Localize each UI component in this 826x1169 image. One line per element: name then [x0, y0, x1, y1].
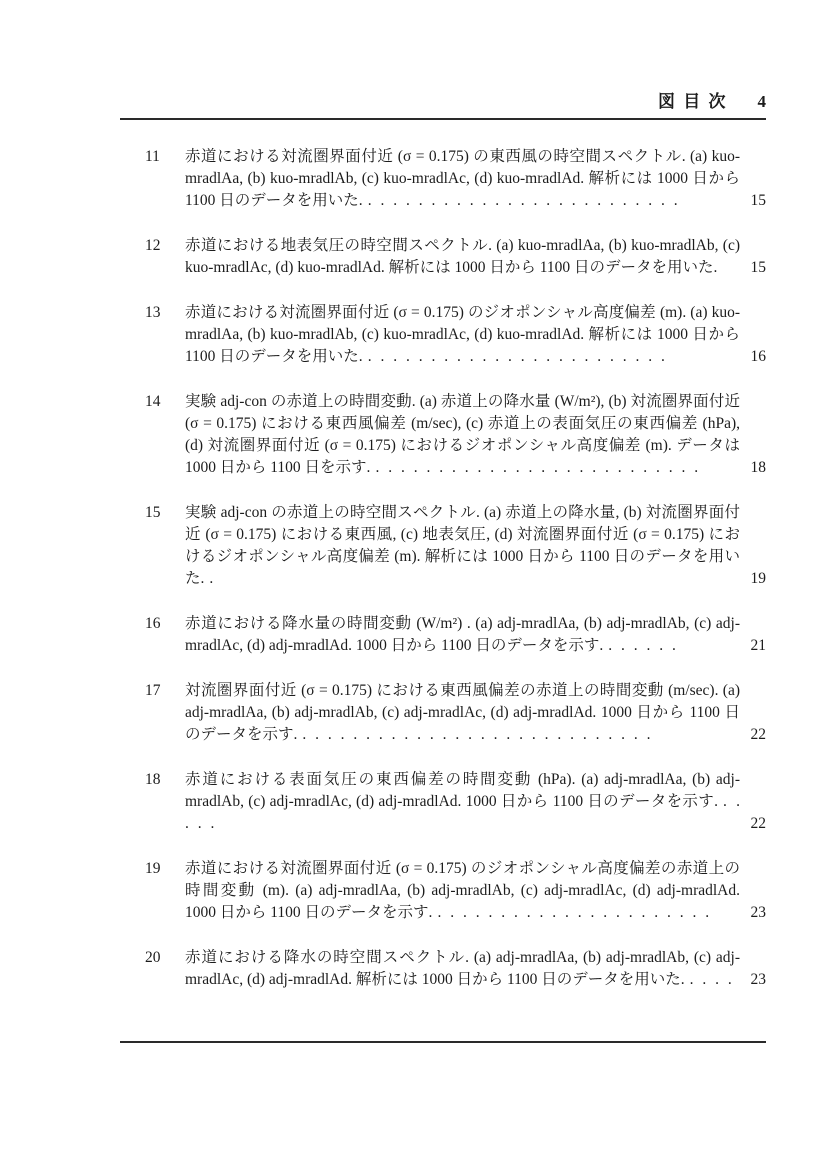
figure-caption-text: 赤道における対流圏界面付近 (σ = 0.175) のジオポンシャル高度偏差の赤道上の時間変動 (m). (a) adj-mradlAa, (b) adj-mradlAb, (c) adj-mradlAc, (d) adj-mradlAd. 1000 日から 1100 日のデータを示す.	[185, 860, 740, 921]
leader-dots: . . . .	[689, 971, 732, 988]
figure-caption-text: 実験 adj-con の赤道上の時間変動. (a) 赤道上の降水量 (W/m²), (b) 対流圏界面付近 (σ = 0.175) における東西風偏差 (m/sec), (c) 赤道上の表面気圧の東西偏差 (hPa), (d) 対流圏界面付近 (σ = 0.175) におけるジオポンシャル高度偏差 (m). データは 1000 日から 1100 日を示す.	[185, 393, 740, 476]
figure-number: 18	[145, 771, 161, 788]
page-number: 22	[750, 815, 766, 832]
figure-caption-text: 赤道における対流圏界面付近 (σ = 0.175) の東西風の時空間スペクトル. (a) kuo-mradlAa, (b) kuo-mradlAb, (c) kuo-mradlAc, (d) kuo-mradlAd. 解析には 1000 日から 1100 日のデータを用いた.	[185, 148, 740, 209]
figure-caption	[185, 146, 766, 212]
figure-entry-18	[145, 769, 766, 835]
page-number: 23	[750, 971, 766, 988]
page-number: 15	[750, 259, 766, 276]
header-rule	[120, 118, 766, 120]
page-number: 16	[750, 348, 766, 365]
figure-number: 15	[145, 504, 161, 521]
leader-dots: . . . . . . . . . . . . . . . . . . . . . . . . . .	[375, 459, 699, 476]
figure-entry-20	[145, 947, 766, 991]
page-number: 21	[750, 637, 766, 654]
figure-entry-15	[145, 502, 766, 590]
figure-caption	[185, 947, 766, 991]
leader-dots: . . . . . . . . . . . . . . . . . . . . . .	[437, 904, 710, 921]
figure-caption	[185, 391, 766, 479]
figure-number: 12	[145, 237, 161, 254]
figure-caption-text: 赤道における地表気圧の時空間スペクトル. (a) kuo-mradlAa, (b) kuo-mradlAb, (c) kuo-mradlAc, (d) kuo-mradlAd. 解析には 1000 日から 1100 日のデータを用いた.	[185, 237, 740, 276]
page-title: 図 目 次	[658, 92, 728, 111]
figure-number: 20	[145, 949, 161, 966]
running-head	[120, 92, 766, 112]
figure-number: 13	[145, 304, 161, 321]
figure-entry-13	[145, 302, 766, 368]
figure-number: 14	[145, 393, 161, 410]
page-number: 18	[750, 459, 766, 476]
figure-caption-text: 赤道における対流圏界面付近 (σ = 0.175) のジオポンシャル高度偏差 (m). (a) kuo-mradlAa, (b) kuo-mradlAb, (c) kuo-mradlAc, (d) kuo-mradlAd. 解析には 1000 日から 1100 日のデータを用いた.	[185, 304, 740, 365]
leader-dots: . . . . . .	[608, 637, 676, 654]
footer-rule	[120, 1041, 766, 1043]
page-number: 19	[750, 570, 766, 587]
figure-number: 19	[145, 860, 161, 877]
figure-entry-19	[145, 858, 766, 924]
figure-number: 11	[145, 148, 160, 165]
figure-caption	[185, 235, 766, 279]
figure-entry-16	[145, 613, 766, 657]
figure-caption	[185, 302, 766, 368]
figure-caption-text: 実験 adj-con の赤道上の時空間スペクトル. (a) 赤道上の降水量, (b) 対流圏界面付近 (σ = 0.175) における東西風, (c) 地表気圧, (d) 対流圏界面付近 (σ = 0.175) におけるジオポンシャル高度偏差 (m). 解析には 1000 日から 1100 日のデータを用いた.	[185, 504, 740, 587]
figure-list	[145, 146, 766, 1014]
figure-caption	[185, 769, 766, 835]
figure-entry-11	[145, 146, 766, 212]
figure-entry-14	[145, 391, 766, 479]
figure-caption	[185, 858, 766, 924]
page-number: 22	[750, 726, 766, 743]
leader-dots: . . . . .	[185, 793, 740, 832]
figure-number: 17	[145, 682, 161, 699]
figure-caption-text: 赤道における表面気圧の東西偏差の時間変動 (hPa). (a) adj-mradlAa, (b) adj-mradlAb, (c) adj-mradlAc, (d) adj-mradlAd. 1000 日から 1100 日のデータを示す.	[185, 771, 740, 810]
header-page-number: 4	[757, 92, 766, 111]
leader-dots: .	[209, 570, 214, 587]
figure-caption-text: 対流圏界面付近 (σ = 0.175) における東西風偏差の赤道上の時間変動 (m/sec). (a) adj-mradlAa, (b) adj-mradlAb, (c) adj-mradlAc, (d) adj-mradlAd. 1000 日から 1100 日のデータを示す.	[185, 682, 740, 743]
leader-dots: . . . . . . . . . . . . . . . . . . . . . . . . . . . .	[302, 726, 651, 743]
figure-entry-12	[145, 235, 766, 279]
page-number: 15	[750, 192, 766, 209]
figure-caption	[185, 502, 766, 590]
figure-number: 16	[145, 615, 161, 632]
leader-dots: . . . . . . . . . . . . . . . . . . . . . . . . .	[367, 192, 678, 209]
leader-dots: . . . . . . . . . . . . . . . . . . . . . . . .	[367, 348, 665, 365]
page-number: 23	[750, 904, 766, 921]
figure-caption	[185, 613, 766, 657]
figure-caption	[185, 680, 766, 746]
figure-entry-17	[145, 680, 766, 746]
figure-caption-text: 赤道における降水量の時間変動 (W/m²) . (a) adj-mradlAa, (b) adj-mradlAb, (c) adj-mradlAc, (d) adj-mradlAd. 1000 日から 1100 日のデータを示す.	[185, 615, 740, 654]
figure-caption-text: 赤道における降水の時空間スペクトル. (a) adj-mradlAa, (b) adj-mradlAb, (c) adj-mradlAc, (d) adj-mradlAd. 解析には 1000 日から 1100 日のデータを用いた.	[185, 949, 740, 988]
